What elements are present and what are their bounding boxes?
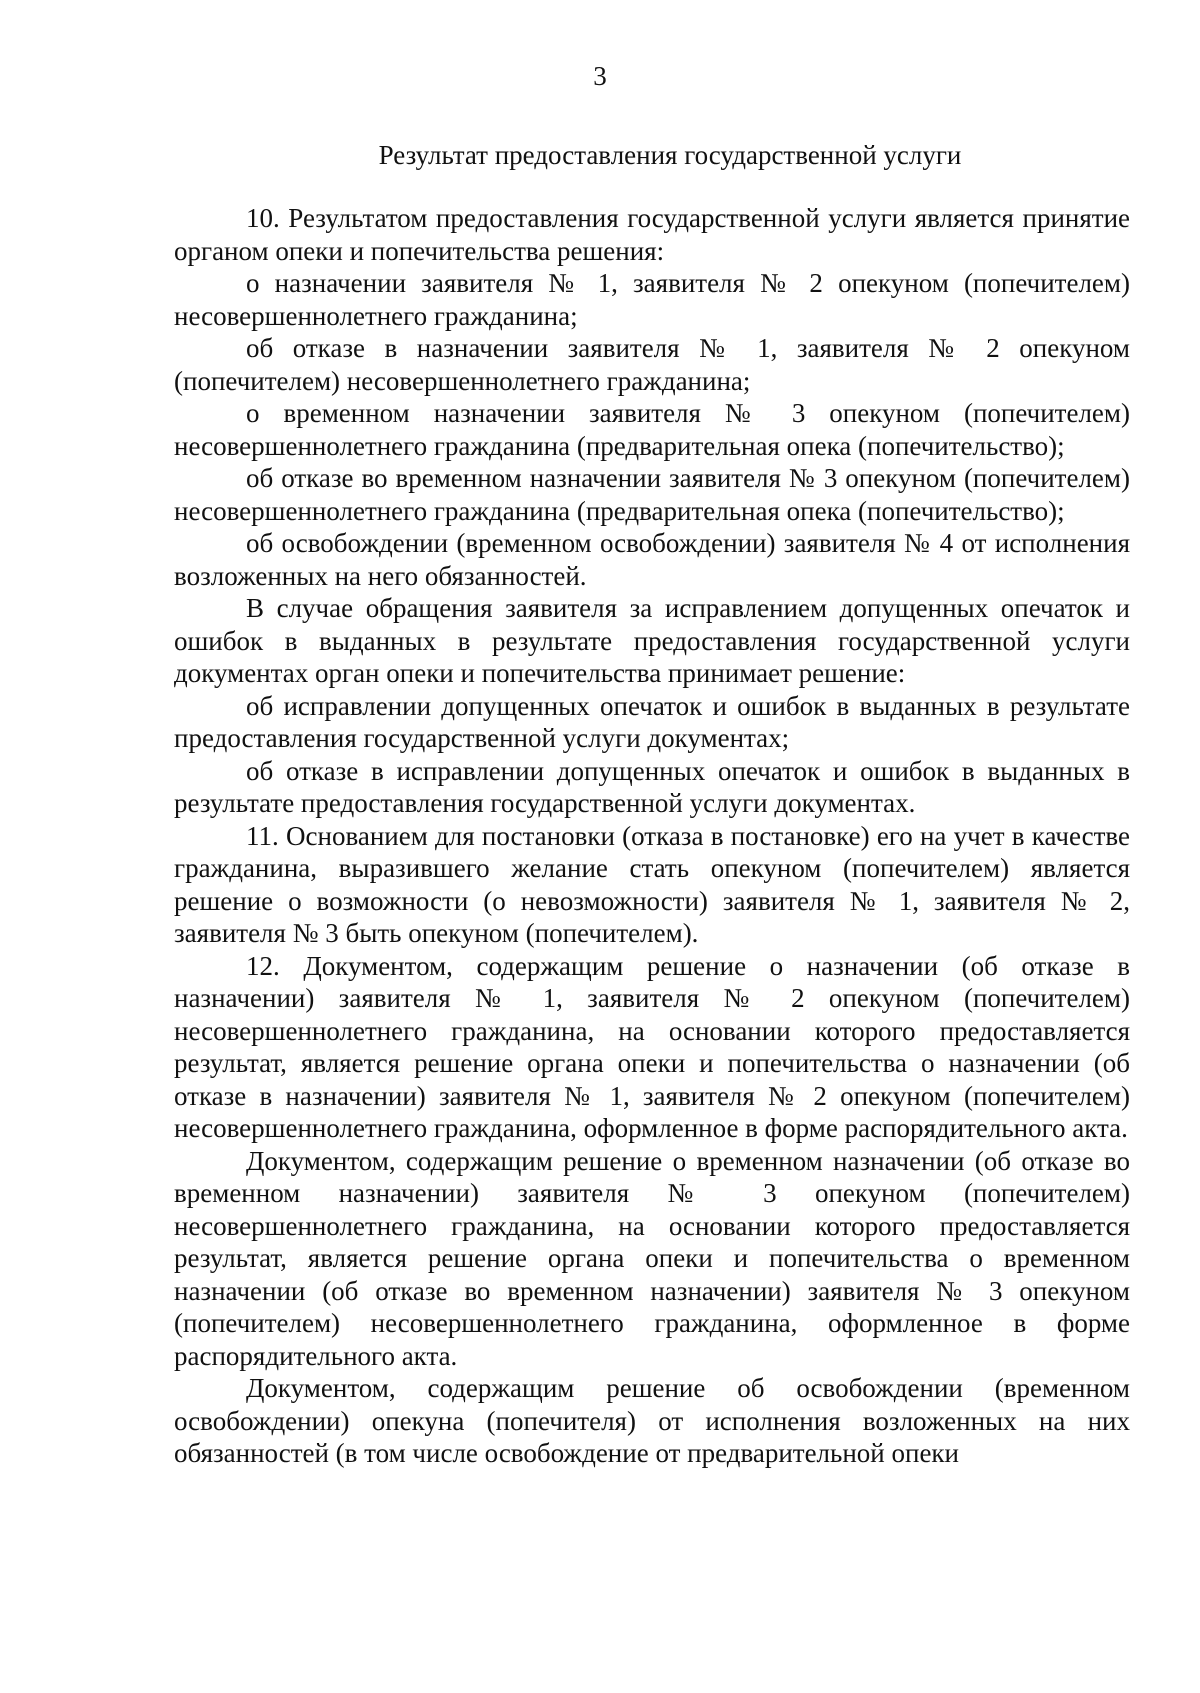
paragraph: о временном назначении заявителя № 3 опекуном (попечителем) несовершеннолетнего гражданина (предварительная опека (попечительство); [174, 398, 1130, 461]
paragraph: 10. Результатом предоставления государственной услуги является принятие органом опеки и попечительства решения: [174, 203, 1130, 266]
page-number: 3 [593, 61, 607, 91]
paragraph: о назначении заявителя № 1, заявителя № 2 опекуном (попечителем) несовершеннолетнего гражданина; [174, 268, 1130, 331]
paragraph: об исправлении допущенных опечаток и ошибок в выданных в результате предоставления государственной услуги документах; [174, 690, 1130, 753]
paragraph: 11. Основанием для постановки (отказа в постановке) его на учет в качестве гражданина, выразившего желание стать опекуном (попечителем) является решение о возможности (о невозможности) заявителя № 1, заявителя № 2, заявителя № 3 быть опекуном (попечителем). [174, 820, 1130, 948]
paragraph: об отказе во временном назначении заявителя № 3 опекуном (попечителем) несовершеннолетнего гражданина (предварительная опека (попечительство); [174, 463, 1130, 526]
paragraph: 12. Документом, содержащим решение о назначении (об отказе в назначении) заявителя № 1, заявителя № 2 опекуном (попечителем) несовершеннолетнего гражданина, на основании которого предоставляется результат, является решение органа опеки и попечительства о назначении (об отказе в назначении) заявителя № 1, заявителя № 2 опекуном (попечителем) несовершеннолетнего гражданина, оформленное в форме распорядительного акта. [174, 950, 1130, 1143]
paragraph: Документом, содержащим решение о временном назначении (об отказе во временном назначении) заявителя № 3 опекуном (попечителем) несовершеннолетнего гражданина, на основании которого предоставляется результат, является решение органа опеки и попечительства о временном назначении (об отказе во временном назначении) заявителя № 3 опекуном (попечителем) несовершеннолетнего гражданина, оформленное в форме распорядительного акта. [174, 1145, 1130, 1371]
paragraph: Документом, содержащим решение об освобождении (временном освобождении) опекуна (попечителя) от исполнения возложенных на них обязанностей (в том числе освобождение от предварительной опеки [174, 1373, 1130, 1468]
paragraph: об отказе в исправлении допущенных опечаток и ошибок в выданных в результате предоставления государственной услуги документах. [174, 755, 1130, 818]
paragraph: об отказе в назначении заявителя № 1, заявителя № 2 опекуном (попечителем) несовершеннолетнего гражданина; [174, 333, 1130, 396]
document-body [174, 202, 1130, 1470]
paragraph: об освобождении (временном освобождении) заявителя № 4 от исполнения возложенных на него обязанностей. [174, 528, 1130, 591]
section-heading: Результат предоставления государственной услуги [378, 140, 962, 170]
paragraph: В случае обращения заявителя за исправлением допущенных опечаток и ошибок в выданных в результате предоставления государственной услуги документах орган опеки и попечительства принимает решение: [174, 593, 1130, 688]
